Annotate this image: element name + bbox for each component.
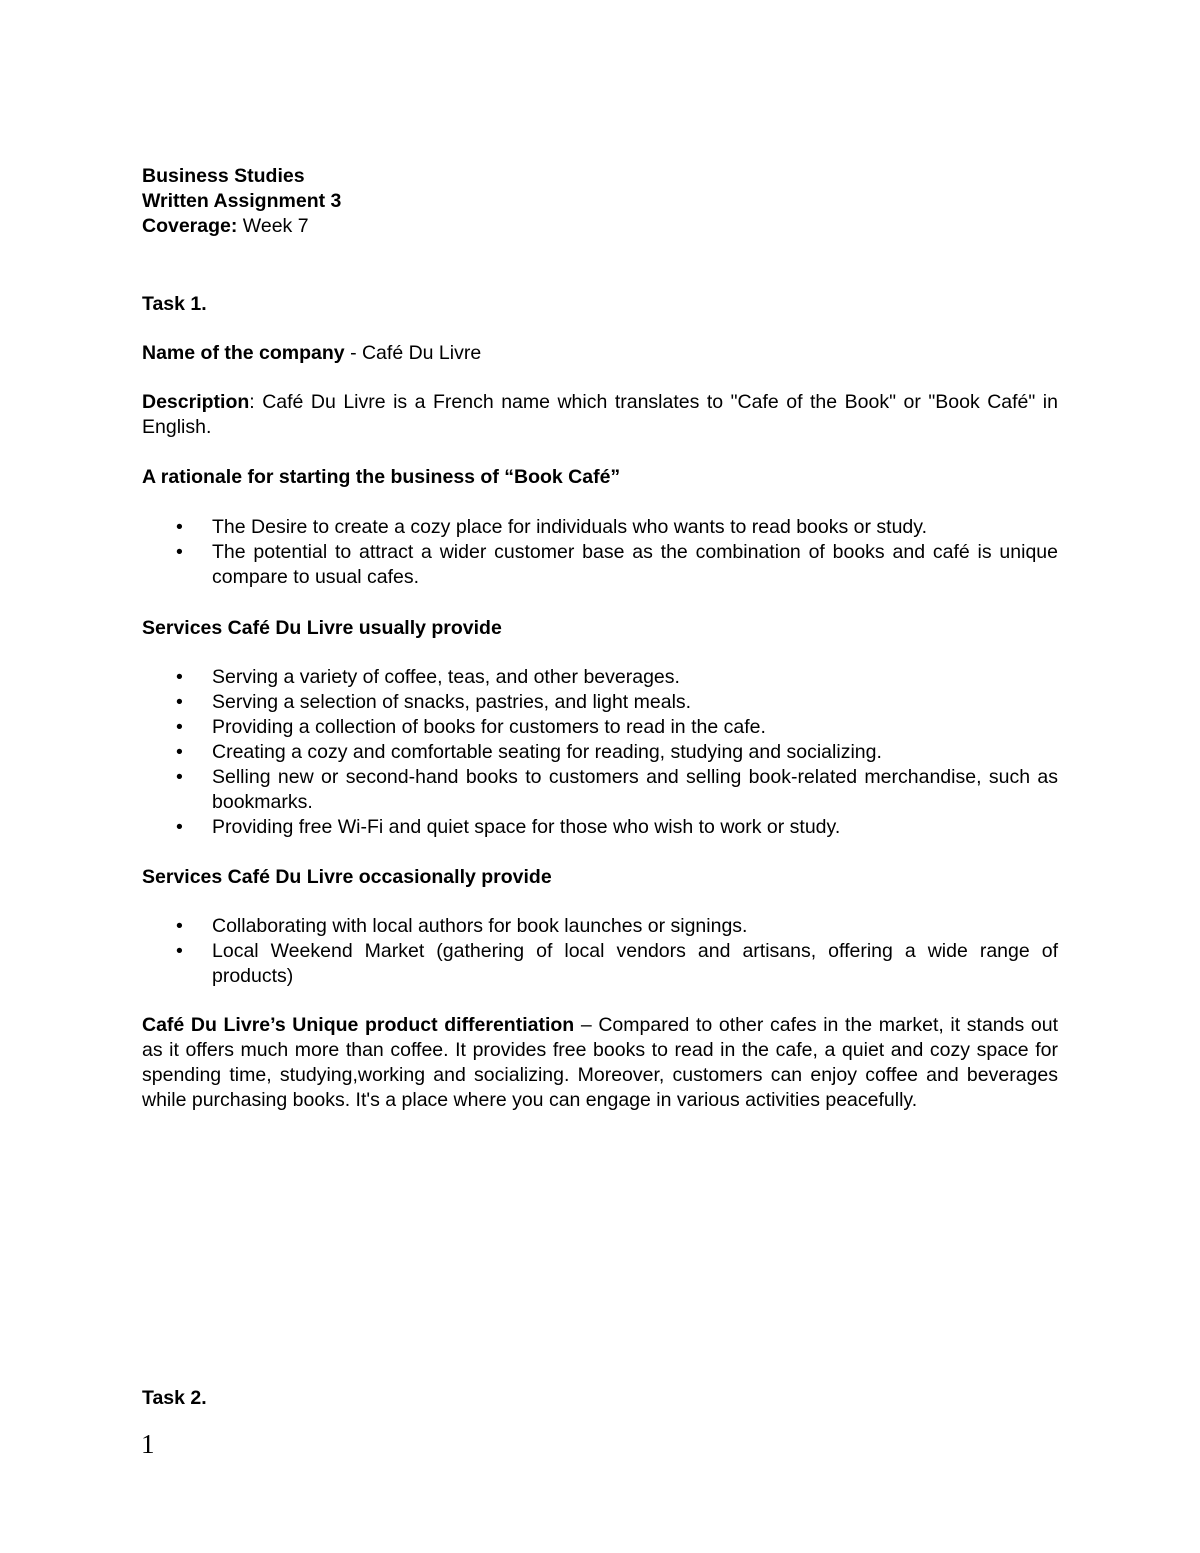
bullet-icon: • <box>176 691 183 713</box>
company-label: Name of the company <box>142 342 345 364</box>
description-paragraph <box>142 390 1058 440</box>
list-item: • Providing a collection of books for customers to read in the cafe. <box>176 716 766 738</box>
differentiation-text: – Compared to other cafes in the market, it stands out as it offers much more than coffee. It provides free books to read in the cafe, a quiet and cozy space for spending time, studying,working and socializing. Moreover, customers can enjoy coffee and beverages while purchasing books. It's a place where you can engage in various activities peacefully. <box>142 1014 1058 1111</box>
list-item: • Local Weekend Market (gathering of local vendors and artisans, offering a wide range of products) <box>176 940 1058 987</box>
occasional-services-list <box>142 914 1058 989</box>
bullet-icon: • <box>176 766 183 788</box>
list-item: • Selling new or second-hand books to customers and selling book-related merchandise, such as bookmarks. <box>176 766 1058 813</box>
usual-services-list <box>142 665 1058 840</box>
bullet-icon: • <box>176 516 183 538</box>
bullet-icon: • <box>176 741 183 763</box>
assignment-title: Written Assignment 3 <box>142 190 342 212</box>
list-item: • Collaborating with local authors for book launches or signings. <box>176 915 748 937</box>
usual-services-heading: Services Café Du Livre usually provide <box>142 617 502 639</box>
subject-title: Business Studies <box>142 165 305 187</box>
coverage-line <box>142 214 309 239</box>
list-item: • Creating a cozy and comfortable seating for reading, studying and socializing. <box>176 741 882 763</box>
differentiation-paragraph <box>142 1013 1058 1113</box>
page-number: 1 <box>141 1429 155 1459</box>
list-item: • Serving a selection of snacks, pastries, and light meals. <box>176 691 692 713</box>
bullet-icon: • <box>176 541 183 563</box>
company-name-line <box>142 341 481 366</box>
list-item: • The potential to attract a wider customer base as the combination of books and café is unique compare to usual cafes. <box>176 541 1058 588</box>
list-item: • Providing free Wi-Fi and quiet space for those who wish to work or study. <box>176 816 841 838</box>
bullet-icon: • <box>176 666 183 688</box>
rationale-list <box>142 515 1058 590</box>
description-label: Description <box>142 391 250 413</box>
bullet-icon: • <box>176 940 183 962</box>
differentiation-label: Café Du Livre’s Unique product differentiation <box>142 1014 575 1036</box>
bullet-icon: • <box>176 716 183 738</box>
list-item: • The Desire to create a cozy place for individuals who wants to read books or study. <box>176 516 927 538</box>
task2-heading: Task 2. <box>142 1387 207 1409</box>
coverage-value: Week 7 <box>242 215 309 237</box>
list-item: • Serving a variety of coffee, teas, and other beverages. <box>176 666 680 688</box>
occasional-services-heading: Services Café Du Livre occasionally provide <box>142 866 552 888</box>
bullet-icon: • <box>176 915 183 937</box>
company-value: - Café Du Livre <box>350 342 482 364</box>
description-text: : Café Du Livre is a French name which translates to "Cafe of the Book" or "Book Café" in English. <box>142 391 1058 438</box>
rationale-heading: A rationale for starting the business of “Book Café” <box>142 466 621 488</box>
bullet-icon: • <box>176 816 183 838</box>
coverage-label: Coverage: <box>142 215 238 237</box>
task1-heading: Task 1. <box>142 293 207 315</box>
